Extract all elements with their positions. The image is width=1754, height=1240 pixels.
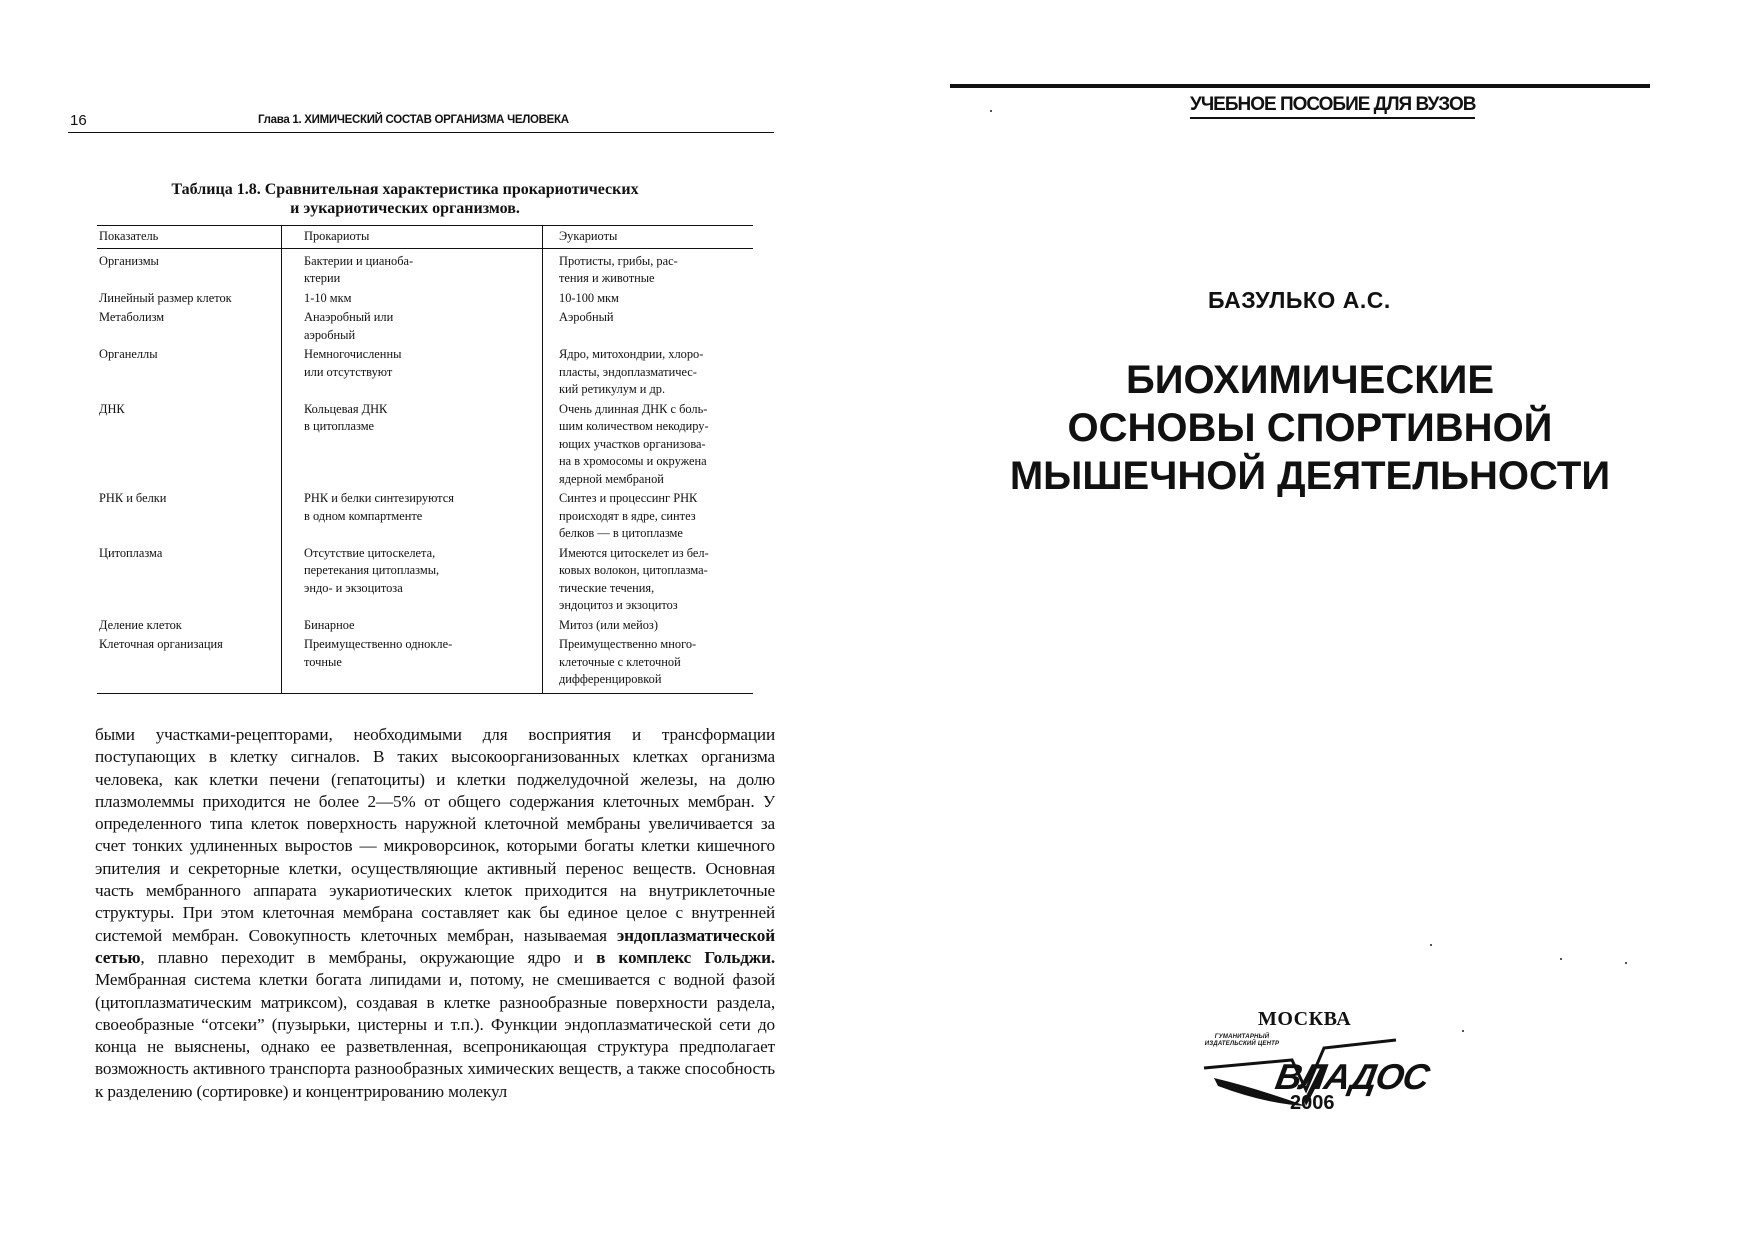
term-endoplasmic-reticulum: эндоплазматической сетью <box>95 925 775 967</box>
table-cell: Анаэробный или аэробный <box>282 308 543 345</box>
book-title-line: ОСНОВЫ СПОРТИВНОЙ <box>1067 406 1553 450</box>
table-cell: Деление клеток <box>99 617 182 632</box>
table-row <box>97 616 753 636</box>
running-head: Глава 1. ХИМИЧЕСКИЙ СОСТАВ ОРГАНИЗМА ЧЕЛОВЕКА <box>258 114 569 126</box>
scan-speck <box>1625 962 1627 964</box>
scan-speck <box>1462 1030 1464 1032</box>
book-title-line: МЫШЕЧНОЙ ДЕЯТЕЛЬНОСТИ <box>1009 454 1611 498</box>
table-cell: Ядро, митохондрии, хлоро- пласты, эндоплазматичес- кий ретикулум и др. <box>543 345 754 400</box>
table-cell: Организмы <box>99 253 159 268</box>
table-row <box>97 248 753 289</box>
table-row <box>97 308 753 345</box>
author-name: БАЗУЛЬКО А.С. <box>1208 287 1391 313</box>
table-cell: Кольцевая ДНК в цитоплазме <box>282 400 543 490</box>
table-cell: Бактерии и цианоба- ктерии <box>282 248 543 289</box>
table-cell: Имеются цитоскелет из бел- ковых волокон, цитоплазма- тические течения, эндоцитоз и экзоцитоз <box>543 544 754 616</box>
book-title-line: БИОХИМИЧЕСКИЕ <box>1125 358 1495 402</box>
table-cell: Немногочисленны или отсутствуют <box>282 345 543 400</box>
table-cell: Отсутствие цитоскелета, перетекания цитоплазмы, эндо- и экзоцитоза <box>282 544 543 616</box>
table-row <box>97 289 753 309</box>
body-text-part: Мембранная система клетки богата липидами и, потому, не смешивается с водной фазой (цитоплазматическим матриксом), создавая в клетке разнообразные поверхности раздела, своеобразные “отсеки” (пузырьки, цистерны и т.п.). Функции эндоплазматической сети до конца не выяснены, однако ее разветвленная, всепроникающая структура предполагает возможность активного транспорта разнообразных химических веществ, а также способность к разделению (сортировке) и концентрированию молекул <box>95 970 775 1101</box>
publisher-subtitle: ГУМАНИТАРНЫЙ ИЗДАТЕЛЬСКИЙ ЦЕНТР <box>1204 1034 1280 1047</box>
table-row <box>97 400 753 490</box>
table-cell: Преимущественно много- клеточные с клеточной дифференцировкой <box>543 635 754 693</box>
table-caption <box>100 180 710 218</box>
table-caption-line-1: Таблица 1.8. Сравнительная характеристика прокариотических <box>171 181 639 198</box>
publisher-name: ВЛАДОС <box>1272 1056 1432 1097</box>
table-cell: Цитоплазма <box>99 545 163 560</box>
table-cell: Аэробный <box>543 308 754 345</box>
scan-speck <box>1560 958 1562 960</box>
table-row <box>97 345 753 400</box>
table-cell: ДНК <box>99 401 125 416</box>
table-cell: РНК и белки <box>99 491 167 505</box>
series-label: УЧЕБНОЕ ПОСОБИЕ ДЛЯ ВУЗОВ <box>1190 94 1475 119</box>
publication-year: 2006 <box>1290 1092 1335 1114</box>
body-text-part: быми участками-рецепторами, необходимыми для восприятия и трансформации поступающих в клетку сигналов. В таких высокоорганизованных клетках организма человека, как клетки печени (гепатоциты) и клетки поджелудочной железы, на долю плазмолеммы приходится не более 2—5% от общего содержания клеточных мембран. У определенного типа клеток поверхность наружной клеточной мембраны увеличивается за счет тонких удлиненных выростов — микроворсинок, которыми богаты клетки кишечного эпителия и секреторные клетки, осуществляющие активный перенос веществ. Основная часть мембранного аппарата эукариотических клеток приходится на внутриклеточные структуры. При этом клеточная мембрана составляет как бы единое целое с внутренней системой мембран. Совокупность клеточных мембран, называемая <box>95 725 775 945</box>
table-header-row <box>97 226 753 249</box>
table-cell: Преимущественно однокле- точные <box>282 635 543 693</box>
table-row <box>97 544 753 616</box>
term-golgi-complex: в комплекс Гольджи. <box>596 947 775 967</box>
table-cell: Бинарное <box>282 616 543 636</box>
book-title <box>990 356 1630 500</box>
scan-speck <box>1430 944 1432 946</box>
table-cell: Очень длинная ДНК с боль- шим количеством некодиру- ющих участков организова- на в хромосомы и окружена ядерной мембраной <box>543 400 754 490</box>
body-text-part: , плавно переходит в мембраны, окружающие ядро и <box>140 947 597 967</box>
table-cell: Метаболизм <box>99 310 165 324</box>
table-cell: Клеточная организация <box>97 635 282 693</box>
comparison-table <box>97 225 753 694</box>
table-cell: Митоз (или мейоз) <box>543 616 754 636</box>
table-header-cell: Прокариоты <box>282 226 543 249</box>
table-row <box>97 489 753 544</box>
table-row <box>97 635 753 693</box>
table-cell: РНК и белки синтезируются в одном компартменте <box>282 489 543 544</box>
table-cell: Линейный размер клеток <box>99 290 232 305</box>
header-rule <box>68 132 774 133</box>
table-header-cell: Эукариоты <box>543 226 754 249</box>
table-cell: 10-100 мкм <box>543 289 754 309</box>
page-number: 16 <box>70 112 87 129</box>
table-cell: 1-10 мкм <box>282 289 543 309</box>
table-header-cell: Показатель <box>97 226 282 249</box>
title-page-top-rule <box>950 84 1650 88</box>
body-paragraph <box>95 724 775 1103</box>
table-cell: Синтез и процессинг РНК происходят в ядре, синтез белков — в цитоплазме <box>543 489 754 544</box>
publication-city: МОСКВА <box>1258 1008 1352 1030</box>
scan-speck <box>990 110 992 112</box>
table-caption-line-2: и эукариотических организмов. <box>290 200 520 217</box>
table-cell: Протисты, грибы, рас- тения и животные <box>543 248 754 289</box>
table-cell: Органеллы <box>99 347 158 361</box>
